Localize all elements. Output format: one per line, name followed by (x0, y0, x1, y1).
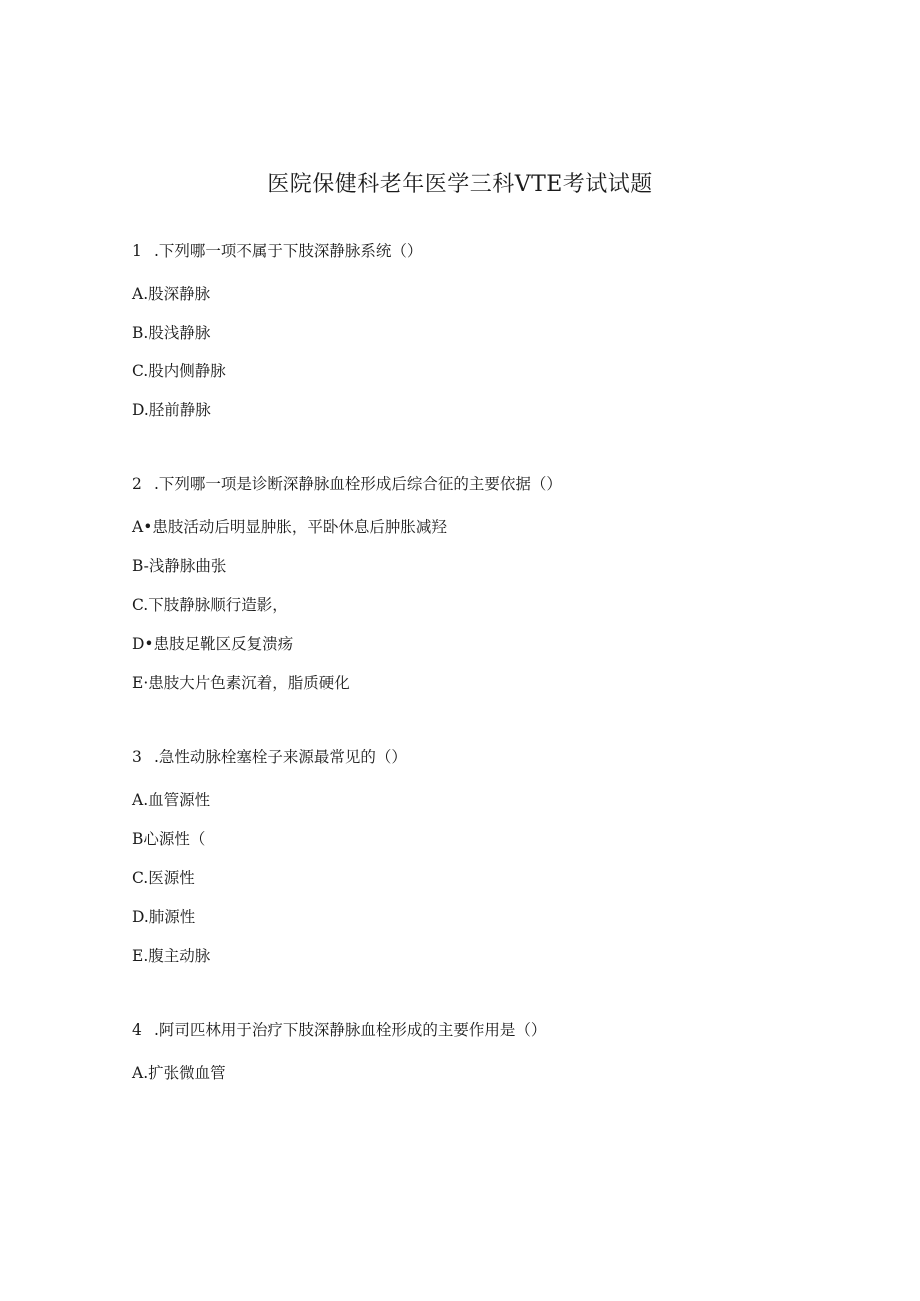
question-4 (132, 1019, 546, 1041)
option-3b: B心源性（ (132, 830, 206, 848)
option-2b: B-浅静脉曲张 (132, 557, 227, 575)
option-3d: D.肺源性 (132, 908, 196, 926)
question-number: 4 (132, 1021, 142, 1039)
question-number: 2 (132, 475, 142, 493)
option-3e: E.腹主动脉 (132, 947, 211, 965)
option-4a: A.扩张微血管 (132, 1064, 226, 1082)
option-2c: C.下肢静脉顺行造影， (132, 596, 288, 614)
page-title: 医院保健科老年医学三科VTE考试试题 (267, 172, 653, 197)
question-2 (132, 473, 562, 495)
option-2a: A•患肢活动后明显肿胀，平卧休息后肿胀减羟 (132, 518, 447, 536)
option-1c: C.股内侧静脉 (132, 362, 226, 380)
question-1 (132, 240, 422, 262)
question-text: .急性动脉栓塞栓子来源最常见的（） (154, 748, 407, 766)
option-3c: C.医源性 (132, 869, 195, 887)
option-1b: B.股浅静脉 (132, 324, 211, 342)
question-text: .阿司匹林用于治疗下肢深静脉血栓形成的主要作用是（） (154, 1021, 547, 1039)
question-number: 1 (132, 242, 142, 260)
option-1a: A.股深静脉 (132, 285, 211, 303)
option-3a: A.血管源性 (132, 791, 211, 809)
question-3 (132, 746, 407, 768)
question-text: .下列哪一项是诊断深静脉血栓形成后综合征的主要依据（） (154, 475, 562, 493)
question-number: 3 (132, 748, 142, 766)
option-2d: D•患肢足靴区反复溃疡 (132, 635, 294, 653)
option-2e: E·患肢大片色素沉着，脂质硬化 (132, 674, 350, 692)
option-1d: D.胫前静脉 (132, 401, 211, 419)
question-text: .下列哪一项不属于下肢深静脉系统（） (154, 242, 423, 260)
